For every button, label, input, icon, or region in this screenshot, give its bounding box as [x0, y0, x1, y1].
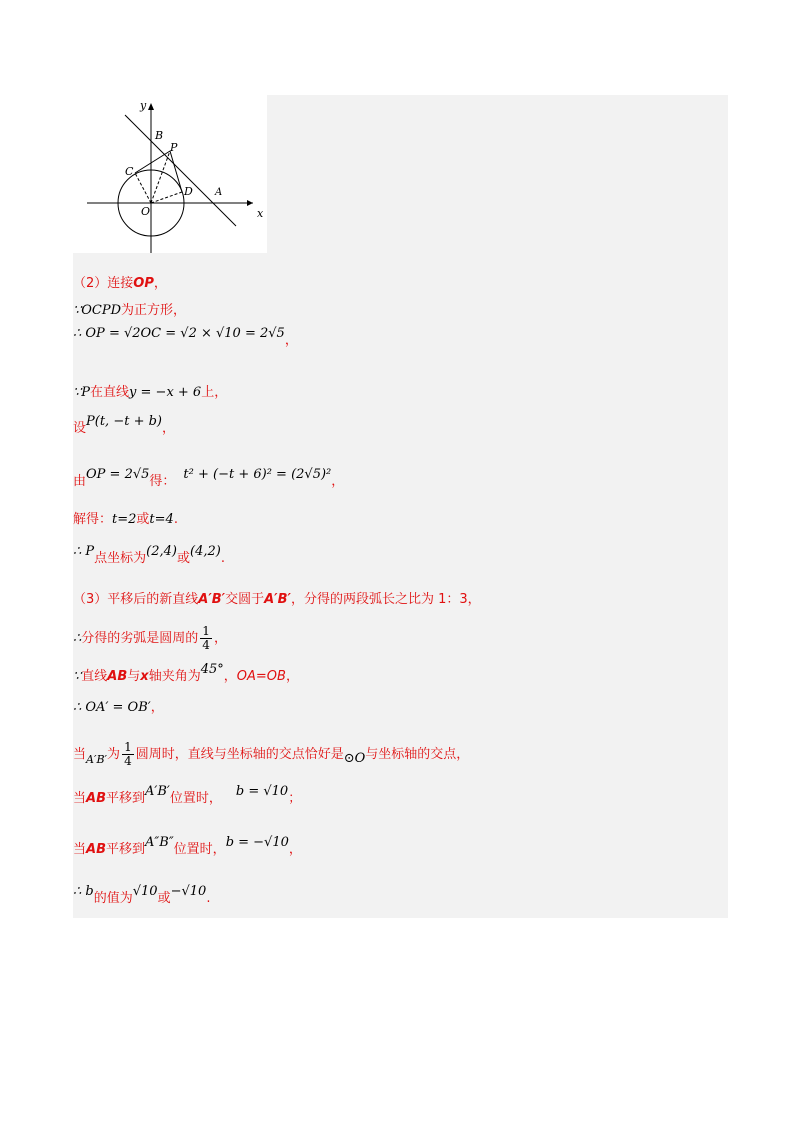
label-b: B — [155, 129, 164, 142]
label-c: C — [125, 165, 134, 178]
step-angle-45: ∵直线AB与x轴夹角为45°，OA=OB， — [73, 662, 299, 684]
step-oa-ob: ∴ OA′ = OB′， — [73, 700, 164, 715]
step-p-coordinates: ∴ P点坐标为(2,4)或(4,2). — [73, 544, 225, 566]
step-square: ∵OCPD为正方形， — [73, 303, 187, 318]
step-p-on-line: ∵P在直线y = −x + 6上， — [73, 385, 228, 400]
radius-od — [151, 192, 182, 203]
step-solve: 解得：t=2或t=4. — [73, 512, 178, 527]
step-minor-arc: ∴分得的劣弧是圆周的 $\frac{1}{4}$ ， — [73, 624, 227, 652]
label-y: y — [140, 99, 147, 112]
segment-op — [151, 151, 170, 203]
step-b-negative: 当AB平移到A″B″位置时，b = −√10， — [73, 835, 302, 857]
circle-tangent-diagram — [73, 95, 267, 253]
fraction-one-quarter: $\frac{1}{4}$ — [202, 624, 210, 652]
fraction-one-quarter-2: $\frac{1}{4}$ — [124, 740, 132, 768]
radius-oc — [135, 173, 151, 203]
step-part3-intro: （3）平移后的新直线A′B′交圆于A′B′，分得的两段弧长之比为 1：3， — [73, 592, 481, 607]
step-b-values: ∴ b的值为√10或−√10. — [73, 884, 211, 906]
step-set-p: 设P(t, −t + b)， — [73, 414, 176, 436]
step-op-length: ∴ OP = √2OC = √2 × √10 = 2√5， — [73, 326, 298, 348]
label-p: P — [170, 141, 178, 154]
label-d: D — [184, 185, 193, 198]
step-quarter-arc: 当$_{A'B'}$为 $\frac{1}{4}$ 圆周时，直线与坐标轴的交点恰好是⊙O与坐标轴的交点， — [73, 740, 470, 768]
step-connect-op: （2）连接OP， — [73, 276, 167, 291]
step-equation: 由OP = 2√5得： t² + (−t + 6)² = (2√5)²， — [73, 467, 345, 489]
step-b-positive: 当AB平移到A′B′位置时， b = √10； — [73, 784, 302, 806]
geometry-figure — [73, 95, 267, 253]
label-x: x — [257, 207, 264, 220]
label-a: A — [215, 187, 223, 198]
tangent-pd — [170, 151, 182, 192]
label-o: O — [141, 205, 151, 218]
